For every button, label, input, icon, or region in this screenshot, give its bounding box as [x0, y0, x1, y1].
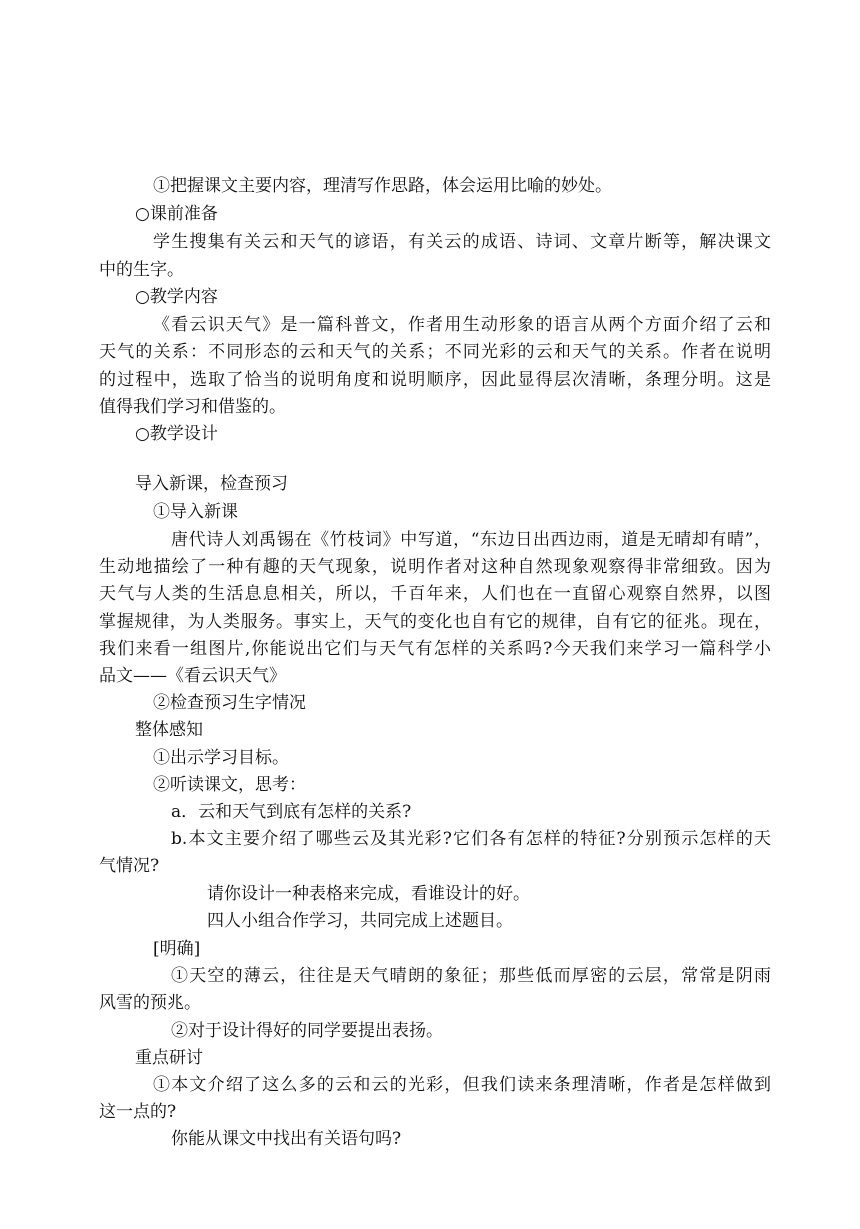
- label-clarify: [明确]: [153, 939, 201, 959]
- item-line: 四人小组合作学习，共同完成上述题目。: [207, 911, 513, 931]
- paragraph-line: 的过程中，选取了恰当的说明角度和说明顺序，因此显得层次清晰，条理分明。这是: [99, 370, 771, 390]
- section-heading-design: ○教学设计: [135, 424, 218, 444]
- paragraph-line: b.本文主要介绍了哪些云及其光彩?它们各有怎样的特征?分别预示怎样的天: [171, 829, 771, 849]
- paragraph-line: 品文——《看云识天气》: [99, 666, 286, 686]
- item-line: ①出示学习目标。: [153, 748, 289, 768]
- goal-line-1: ①把握课文主要内容，理清写作思路，体会运用比喻的妙处。: [153, 176, 612, 196]
- paragraph-line: 天气与人类的生活息息相关，所以，千百年来，人们也在一直留心观察自然界，以图: [99, 584, 771, 604]
- paragraph-line: 天气的关系：不同形态的云和天气的关系；不同光彩的云和天气的关系。作者在说明: [99, 342, 771, 362]
- paragraph-line: 生动地描绘了一种有趣的天气现象，说明作者对这种自然现象观察得非常细致。因为: [99, 557, 771, 577]
- paragraph-line: ①天空的薄云，往往是天气晴朗的象征；那些低而厚密的云层，常常是阴雨: [171, 966, 771, 986]
- paragraph-line: 掌握规律，为人类服务。事实上，天气的变化也自有它的规律，自有它的征兆。现在，: [99, 612, 771, 632]
- subheading-key-study: 重点研讨: [135, 1048, 203, 1068]
- item-line: 请你设计一种表格来完成，看谁设计的好。: [207, 884, 530, 904]
- item-line: ①导入新课: [153, 502, 238, 522]
- subheading-intro: 导入新课，检查预习: [135, 474, 288, 494]
- paragraph-line: 学生搜集有关云和天气的谚语，有关云的成语、诗词、文章片断等，解决课文: [153, 232, 771, 252]
- paragraph-line: 风雪的预兆。: [99, 993, 201, 1013]
- paragraph-line: 值得我们学习和借鉴的。: [99, 397, 286, 417]
- paragraph-line: ①本文介绍了这么多的云和云的光彩，但我们读来条理清晰，作者是怎样做到: [153, 1075, 771, 1095]
- section-heading-content: ○教学内容: [135, 287, 218, 307]
- item-line: ②对于设计得好的同学要提出表扬。: [171, 1021, 443, 1041]
- paragraph-line: 我们来看一组图片,你能说出它们与天气有怎样的关系吗?今天我们来学习一篇科学小: [99, 639, 771, 659]
- item-line: ②听读课文，思考：: [153, 775, 306, 795]
- item-line: a．云和天气到底有怎样的关系?: [171, 802, 412, 822]
- paragraph-line: 中的生字。: [99, 260, 184, 280]
- paragraph-line: 这一点的?: [99, 1102, 177, 1122]
- section-heading-preparation: ○课前准备: [135, 204, 218, 224]
- paragraph-line: 唐代诗人刘禹锡在《竹枝词》中写道，“东边日出西边雨，道是无晴却有晴”，: [171, 530, 771, 550]
- item-line: ②检查预习生字情况: [153, 693, 306, 713]
- subheading-overall: 整体感知: [135, 720, 203, 740]
- item-line: 你能从课文中找出有关语句吗?: [171, 1129, 402, 1149]
- paragraph-line: 《看云识天气》是一篇科普文，作者用生动形象的语言从两个方面介绍了云和: [153, 315, 771, 335]
- paragraph-line: 气情况?: [99, 856, 160, 876]
